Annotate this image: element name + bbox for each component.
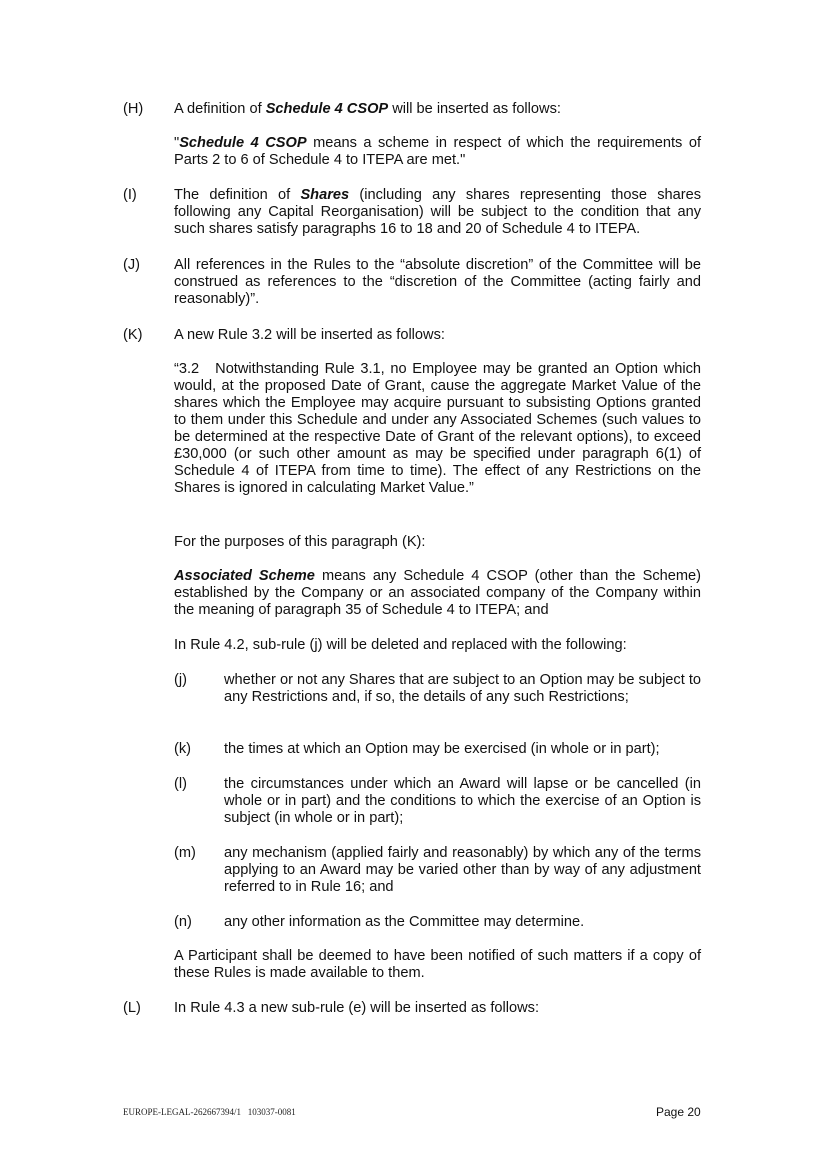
clause-k-associated-scheme	[174, 568, 701, 619]
clause-l-text: In Rule 4.3 a new sub-rule (e) will be inserted as follows:	[174, 1000, 540, 1016]
clause-k-intro: A new Rule 3.2 will be inserted as follows:	[174, 327, 445, 343]
clause-h-intro-pre: A definition of	[174, 101, 266, 117]
clause-h-intro-post: will be inserted as follows:	[388, 101, 561, 117]
clause-k-rule-4-2: In Rule 4.2, sub-rule (j) will be deleted and replaced with the following:	[174, 637, 627, 653]
clause-k-assoc-rest: means any Schedule 4 CSOP (other than the Scheme) established by the Company or an associated company of the Company within the meaning of paragraph 35 of Schedule 4 to ITEPA; and	[174, 568, 701, 618]
subitem-label-k: (k)	[174, 741, 192, 757]
clause-h-intro	[174, 101, 701, 118]
clause-label-i: (I)	[123, 187, 137, 203]
clause-label-h: (H)	[123, 101, 144, 117]
clause-i-rest: (including any shares representing those shares following any Capital Reorganisation) will be subject to the condition that any such shares satisfy paragraphs 16 to 18 and 20 of Schedule 4 to ITEPA.	[174, 187, 701, 237]
subitem-label-n: (n)	[174, 914, 192, 930]
clause-i-pre: The definition of	[174, 187, 301, 203]
clause-label-k: (K)	[123, 327, 143, 343]
footer-doc-reference: EUROPE-LEGAL-262667394/1 103037-0081	[123, 1107, 296, 1117]
clause-k-assoc-term: Associated Scheme	[174, 568, 315, 584]
clause-h-quote-term: Schedule 4 CSOP	[179, 135, 307, 151]
subitem-text-l: the circumstances under which an Award will lapse or be cancelled (in whole or in part) and the conditions to which the exercise of an Option is subject (in whole or in part);	[224, 776, 701, 826]
clause-label-j: (J)	[123, 257, 141, 273]
clause-i-term: Shares	[300, 187, 350, 203]
subitem-text-j: whether or not any Shares that are subject to an Option may be subject to any Restrictions and, if so, the details of any such Restrictions;	[224, 672, 702, 705]
clause-h-definition	[174, 135, 701, 169]
clause-h-quote-rest: means a scheme in respect of which the requirements of Parts 2 to 6 of Schedule 4 to ITEPA are met."	[174, 135, 701, 168]
subitem-label-j: (j)	[174, 672, 187, 688]
clause-k-participant: A Participant shall be deemed to have been notified of such matters if a copy of these Rules is made available to them.	[174, 948, 701, 981]
subitem-label-l: (l)	[174, 776, 187, 792]
clause-label-l: (L)	[123, 1000, 141, 1016]
clause-k-rule-text: Notwithstanding Rule 3.1, no Employee may be granted an Option which would, at the proposed Date of Grant, cause the aggregate Market Value of the shares which the Employee may acquire pursuant to subsisting Options granted to them under this Schedule and under any Associated Schemes (such values to be determined at the respective Date of Grant of the relevant options), to exceed £30,000 (or such other amount as may be specified under paragraph 6(1) of Schedule 4 of ITEPA from time to time). The effect of any Restrictions on the Shares is ignored in calculating Market Value.”	[174, 361, 701, 496]
footer-page-number: Page 20	[656, 1105, 701, 1119]
subitem-text-m: any mechanism (applied fairly and reasonably) by which any of the terms applying to an Award may be varied other than by way of any adjustment referred to in Rule 16; and	[224, 845, 701, 895]
clause-h-quote-open: "	[174, 135, 180, 151]
clause-k-rule-number: “3.2	[174, 361, 200, 377]
clause-k-rule-3-2	[174, 361, 701, 497]
clause-j-text: All references in the Rules to the “absolute discretion” of the Committee will be construed as references to the “discretion of the Committee (acting fairly and reasonably)”.	[174, 257, 701, 307]
clause-k-purposes: For the purposes of this paragraph (K):	[174, 534, 426, 550]
subitem-text-n: any other information as the Committee may determine.	[224, 914, 585, 930]
clause-i-text	[174, 187, 701, 238]
subitem-label-m: (m)	[174, 845, 196, 861]
subitem-text-k: the times at which an Option may be exercised (in whole or in part);	[224, 741, 660, 757]
clause-h-intro-term: Schedule 4 CSOP	[265, 101, 389, 117]
